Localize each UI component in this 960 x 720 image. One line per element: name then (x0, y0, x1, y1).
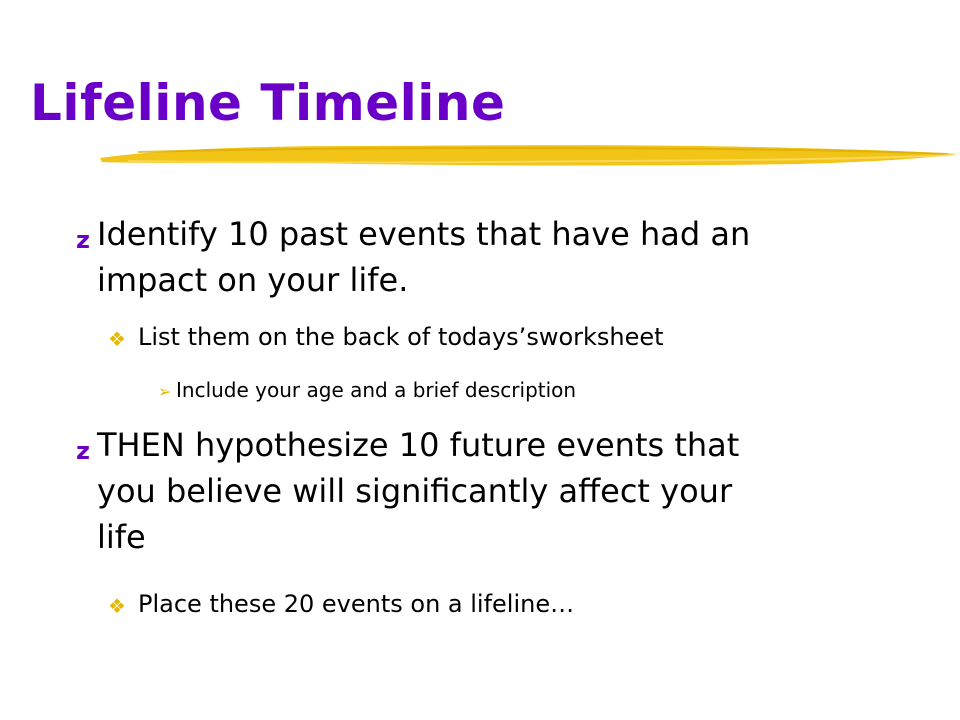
title-underline-brushstroke (98, 136, 960, 176)
bullet-text: THEN hypothesize 10 future events that you believe will significantly affect your life (97, 426, 740, 556)
diamond-bullet-icon: ❖ (108, 327, 126, 351)
slide-title: Lifeline Timeline (30, 74, 506, 132)
diamond-bullet-icon: ❖ (108, 594, 126, 618)
subbullet-text: List them on the back of todays’sworksheet (138, 323, 664, 351)
subbullet-text: Place these 20 events on a lifeline… (138, 590, 575, 618)
subsubbullet-text: Include your age and a brief description (176, 378, 577, 402)
arrowhead-bullet-icon: ➢ (158, 382, 172, 401)
bullet-text: Identify 10 past events that have had an impact on your life. (97, 215, 751, 299)
bullet-z-icon: z (76, 437, 90, 465)
bullet-z-icon: z (76, 226, 90, 254)
